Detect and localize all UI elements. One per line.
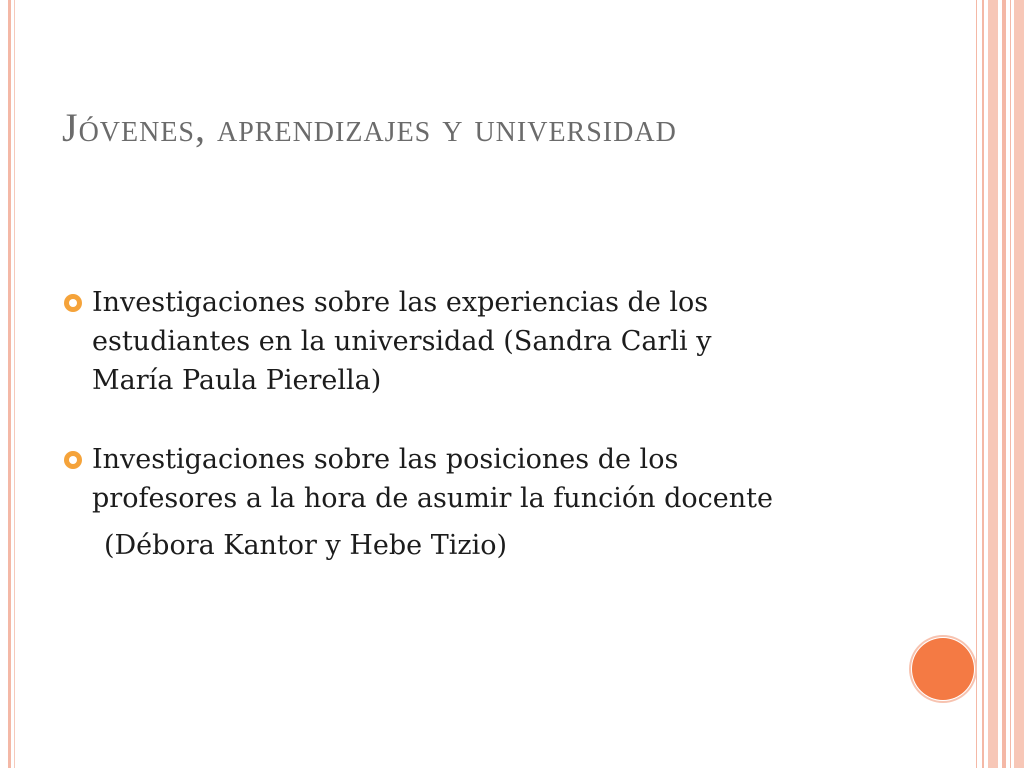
bullet-circle-icon [64, 294, 82, 312]
bullet-item [62, 283, 862, 400]
slide-title: Jóvenes, aprendizajes y universidad [62, 105, 677, 150]
bullet-item [62, 440, 862, 565]
bullet-text-line: (Débora Kantor y Hebe Tizio) [104, 530, 508, 561]
bullet-text-line: Investigaciones sobre las posiciones de los [92, 444, 679, 475]
stripe [1002, 0, 1006, 768]
bullet-text-line: Investigaciones sobre las experiencias de los [92, 287, 709, 318]
bullet-text-line: profesores a la hora de asumir la función docente [92, 483, 773, 514]
left-border-line [8, 0, 11, 768]
bullet-text-line: María Paula Pierella) [92, 365, 382, 396]
bullet-list [62, 283, 862, 565]
stripe [982, 0, 984, 768]
orange-circle-decoration [912, 638, 974, 700]
stripe [976, 0, 977, 768]
bullet-circle-icon [64, 451, 82, 469]
stripe [1014, 0, 1024, 768]
stripe [1010, 0, 1011, 768]
left-border-line-thin [14, 0, 15, 768]
bullet-text-line: estudiantes en la universidad (Sandra Carli y [92, 326, 712, 357]
right-decorative-stripes [976, 0, 1024, 768]
stripe [988, 0, 998, 768]
